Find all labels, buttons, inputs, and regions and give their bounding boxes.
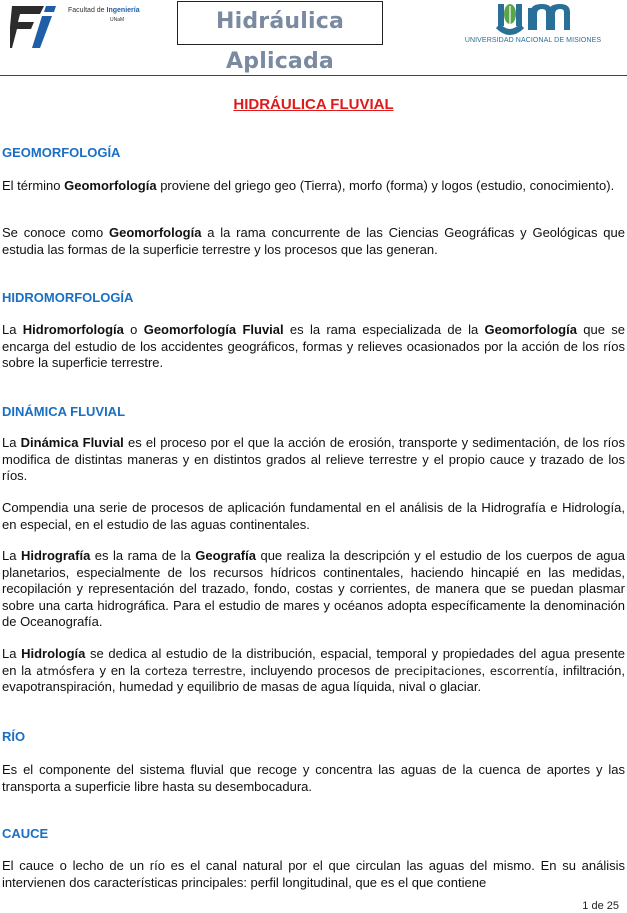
heading-rio: RÍO	[2, 729, 26, 744]
faculty-line-2: Ingeniería	[106, 7, 140, 14]
faculty-line-3: UNaM	[110, 17, 125, 23]
text-run: ,	[481, 662, 490, 678]
paragraph	[2, 858, 625, 891]
text-run: es el proceso por el que la acción de erosión, transporte y sedimentación, de los ríos modifica de distintas maneras y en distintos grados al relieve terrestre y el propio cauce y trazado de los ríos.	[2, 435, 626, 484]
text-run: o	[123, 322, 144, 337]
text-run: corteza terrestre	[144, 663, 243, 678]
text-run: a la rama concurrente de las Ciencias Geográficas y Geológicas que estudia las formas de la superficie terrestre y los procesos que las generan.	[2, 225, 625, 257]
bold-term: Hidrología	[21, 646, 86, 661]
text-run: Se conoce como	[2, 225, 109, 240]
heading-cauce: CAUCE	[2, 826, 49, 841]
text-run: se dedica al estudio de la distribución, espacial, temporal y propiedades del agua presente en la	[2, 646, 625, 678]
paragraph	[2, 646, 625, 696]
text-run: Es el componente del sistema fluvial que recoge y concentra las aguas de la cuenca de aportes y las transporta a superficie libre hasta su desembocadura.	[2, 762, 625, 794]
paragraph	[2, 548, 625, 631]
text-run: La	[2, 322, 23, 337]
text-run: y en la	[94, 662, 145, 678]
text-run: es la rama de la	[90, 548, 196, 563]
text-run: El término	[2, 178, 65, 193]
paragraph	[2, 178, 625, 195]
page-number: 1 de 25	[582, 900, 619, 912]
text-run: , infiltración, evapotranspiración, humedad y equilibrio de masas de agua líquida, nival o glaciar.	[2, 662, 625, 695]
text-run: , incluyendo procesos de	[242, 662, 395, 678]
text-run: que realiza la descripción y el estudio de los cuerpos de agua planetarios, especialmente de los recursos hídricos continentales, haciendo hincapié en las medidas, recopilación y representación del trazado, fondo, costas y corrientes, de manera que se puedan plasmar sobre una carta hidrográfica. Para el estudio de mares y océanos adopta específicamente la denominación de Oceanografía.	[2, 548, 625, 630]
faculty-name	[68, 6, 140, 25]
bold-term: Geomorfología	[108, 225, 202, 240]
heading-hidromorfologia: HIDROMORFOLOGÍA	[2, 290, 134, 305]
text-run: es la rama especializada de la	[283, 322, 485, 337]
header-divider	[0, 75, 627, 76]
bold-term: Geomorfología	[484, 322, 577, 337]
paragraph	[2, 322, 625, 372]
paragraph	[2, 225, 625, 258]
doc-title-text: HIDRÁULICA FLUVIAL	[233, 96, 394, 113]
text-run: La	[2, 646, 22, 661]
bold-term: Geografía	[195, 548, 256, 563]
text-run: La	[2, 435, 21, 450]
text-run: precipitaciones	[394, 663, 482, 678]
paragraph	[2, 762, 625, 795]
fi-logo-icon	[10, 2, 58, 50]
text-run: atmósfera	[36, 663, 95, 678]
bold-term: Hidrografía	[20, 548, 91, 563]
page-header	[0, 0, 627, 74]
bold-term: Hidromorfología	[22, 322, 124, 337]
bold-term: Geomorfología Fluvial	[143, 322, 284, 337]
bold-term: Dinámica Fluvial	[20, 435, 124, 450]
paragraph	[2, 435, 625, 485]
document-title	[0, 90, 627, 113]
faculty-line-1: Facultad de	[68, 7, 105, 14]
course-title: Hidráulica Aplicada	[177, 1, 383, 45]
faculty-logo	[10, 2, 150, 50]
text-run: Compendia una serie de procesos de aplicación fundamental en el análisis de la Hidrografía e Hidrología, en especial, en el estudio de las aguas continentales.	[2, 500, 625, 532]
text-run: El cauce o lecho de un río es el canal natural por el que circulan las aguas del mismo. En su análisis intervienen dos características principales: perfil longitudinal, que es el que contiene	[2, 858, 625, 890]
text-run: proviene del griego geo (Tierra), morfo (forma) y logos (estudio, conocimiento).	[156, 178, 615, 193]
heading-dinamica-fluvial: DINÁMICA FLUVIAL	[2, 404, 126, 419]
text-run: escorrentía	[489, 663, 555, 678]
university-caption: UNIVERSIDAD NACIONAL DE MISIONES	[464, 37, 602, 44]
text-run: que se encarga del estudio de los accidentes geográficos, formas y relieves ocasionados por la acción de los ríos sobre la superficie terrestre.	[2, 322, 625, 371]
heading-geomorfologia: GEOMORFOLOGÍA	[2, 145, 121, 160]
um-logo-icon	[470, 0, 610, 38]
bold-term: Geomorfología	[64, 178, 157, 193]
text-run: La	[2, 548, 21, 563]
paragraph	[2, 500, 625, 533]
